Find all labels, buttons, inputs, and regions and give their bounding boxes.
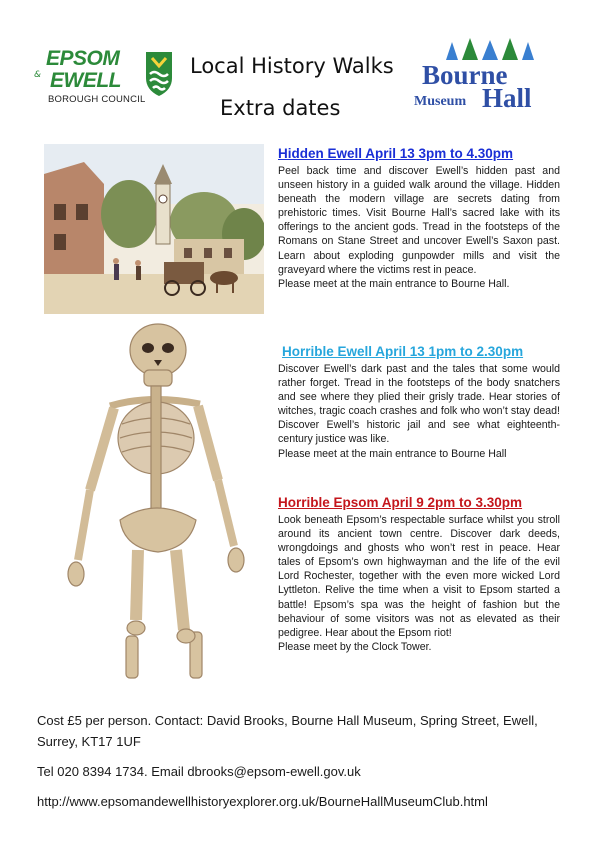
- council-shield-icon: [144, 50, 174, 98]
- cost-and-contact: Cost £5 per person. Contact: David Brooks, Bourne Hall Museum, Spring Street, Ewell, Surrey, KT17 1UF: [37, 713, 538, 749]
- walk-title: Horrible Epsom April 9 2pm to 3.30pm: [278, 495, 523, 510]
- walk-hidden-ewell: [278, 146, 560, 291]
- page-subtitle: Extra dates: [220, 96, 341, 120]
- museum-logo-museum: Museum: [414, 94, 467, 109]
- museum-towers-icon: [442, 36, 538, 60]
- walk-title: Horrible Ewell April 13 1pm to 2.30pm: [282, 344, 524, 359]
- page-title: Local History Walks: [190, 54, 394, 78]
- village-illustration: [44, 144, 264, 314]
- museum-logo-bourne: Bourne: [422, 60, 508, 90]
- council-logo-ewell: EWELL: [50, 69, 121, 92]
- skeleton-illustration: [40, 320, 272, 690]
- walk-meeting-point: Please meet at the main entrance to Bourne Hall.: [278, 277, 510, 290]
- council-logo: [34, 44, 174, 120]
- museum-logo-hall: Hall: [482, 83, 532, 113]
- walk-description: Look beneath Epsom’s respectable surface whilst you stroll around its ancient town centre. Discover dark deeds, wrongdoings and ghosts who won’t rest in peace. Hear tales of Epsom’s own highwayman and the life of the evil Lord Rochester, together with the even more wicked Lord Lyttleton. Relive the time when a visit to Epsom started a battle! Epsom’s spa was the height of fashion but the behaviour of some visitors was not as elevated as their pedigree. Hear about the Epsom riot!: [278, 514, 560, 639]
- council-logo-ampersand: &: [34, 70, 42, 80]
- walk-meeting-point: Please meet by the Clock Tower.: [278, 640, 432, 653]
- walk-description: Discover Ewell’s dark past and the tales that some would rather forget. Tread in the footsteps of the body snatchers and see where they plied their grisly trade. Hear stories of witches, tragic coach crashes and folk who won’t stay dead! Discover Ewell’s historic jail and see what eighteenth-century justice was like.: [278, 363, 560, 446]
- walk-meeting-point: Please meet at the main entrance to Bourne Hall: [278, 447, 507, 460]
- walk-horrible-epsom: [278, 495, 560, 654]
- walk-title: Hidden Ewell April 13 3pm to 4.30pm: [278, 146, 514, 161]
- walk-horrible-ewell: [278, 344, 560, 461]
- museum-logo: [414, 36, 564, 120]
- council-logo-epsom: EPSOM: [46, 47, 120, 70]
- contact-footer: [37, 710, 577, 821]
- phone-and-email[interactable]: Tel 020 8394 1734. Email dbrooks@epsom-ewell.gov.uk: [37, 764, 361, 779]
- walk-description: Peel back time and discover Ewell’s hidden past and unseen history in a guided walk around the village. Hidden beneath the modern village are secrets dating from prehistoric times. Visit Bourne Hall’s sacred lake with its offerings to the ancient gods. Tread in the footsteps of the Romans on Stane Street and uncover Ewell’s Saxon past. Learn about exploding gunpowder mills and visit the graveyard where the victims rest in peace.: [278, 165, 560, 276]
- website-link[interactable]: http://www.epsomandewellhistoryexplorer.org.uk/BourneHallMuseumClub.html: [37, 794, 488, 809]
- council-logo-subtitle: BOROUGH COUNCIL: [48, 94, 146, 105]
